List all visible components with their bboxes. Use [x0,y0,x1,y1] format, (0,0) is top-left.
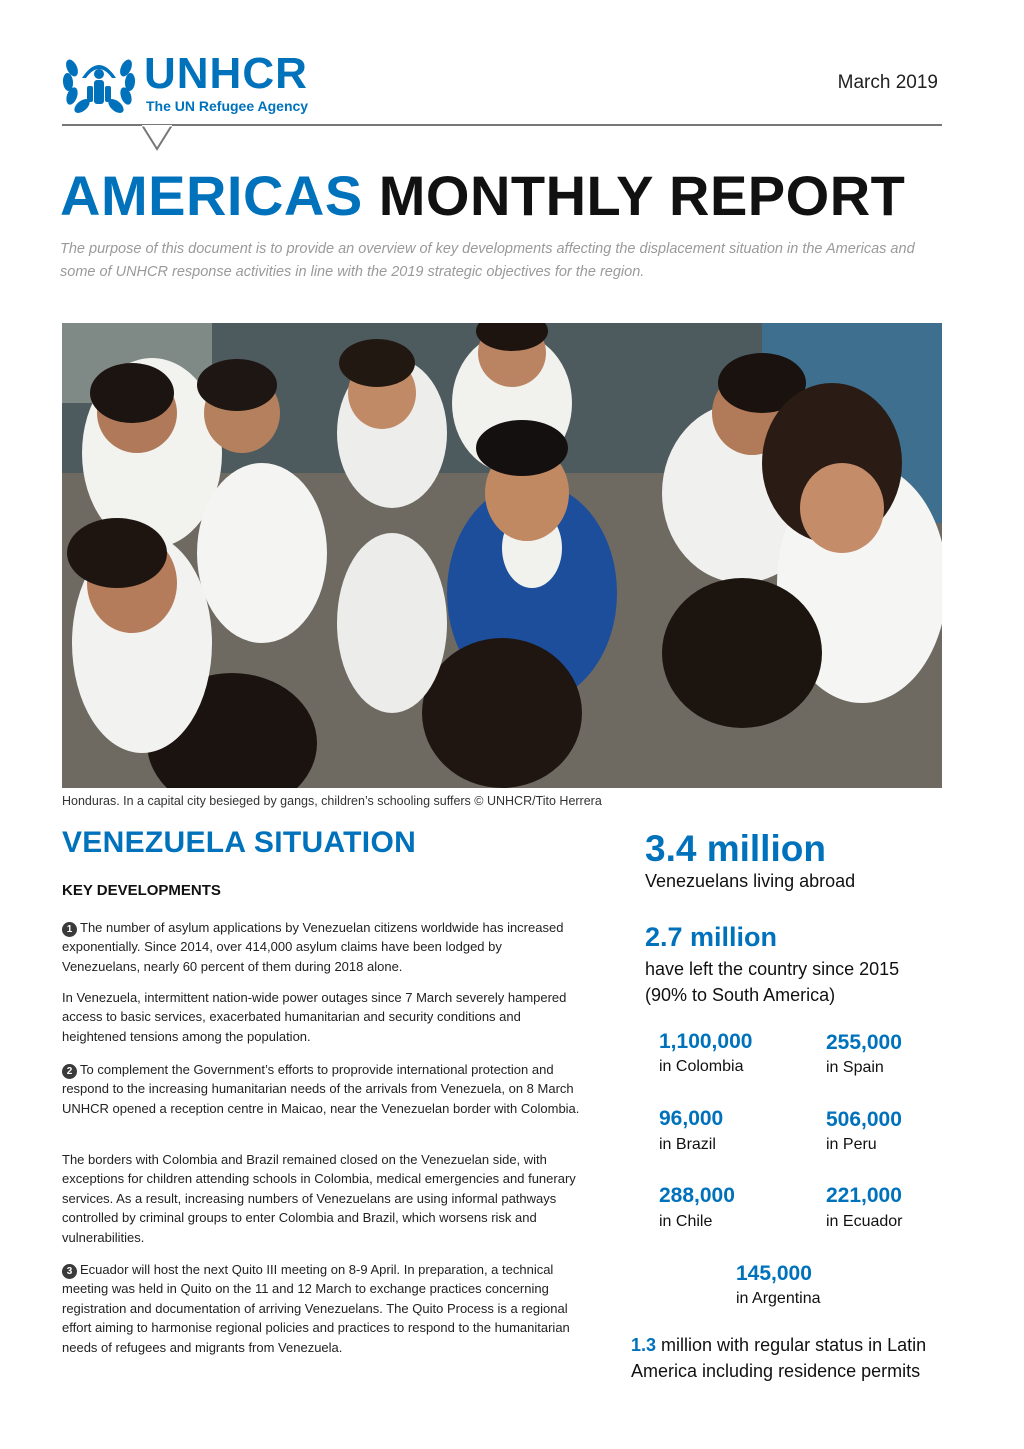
paragraph-5 [62,1260,582,1357]
country-name-peru: in Peru [826,1136,877,1153]
country-value-spain: 255,000 [826,1031,902,1054]
paragraph-text: In Venezuela, intermittent nation-wide power outages since 7 March severely hampered access to basic services, exacerbated humanitarian and security conditions and heightened tensions among the population. [62,990,567,1044]
country-value-ecuador: 221,000 [826,1184,902,1207]
report-date: March 2019 [837,72,938,93]
stat-abroad-label: Venezuelans living abroad [645,871,856,891]
regular-status-value: 1.3 [631,1335,657,1355]
paragraph-text: To complement the Government’s efforts to proprovide international protection and respond to the increasing humanitarian needs of the arrivals from Venezuela, on 8 March UNHCR opened a reception centre in Maicao, near the Venezuelan border with Colombia. [62,1062,580,1116]
regular-status-stat [631,1332,991,1384]
country-value-brazil: 96,000 [659,1107,724,1130]
classroom-photo-illustration [62,323,942,788]
country-name-spain: in Spain [826,1059,884,1076]
laurel-emblem-icon [60,48,138,116]
paragraph-2 [62,988,582,1046]
country-value-argentina: 145,000 [736,1262,812,1285]
report-title [60,164,905,228]
paragraph-1 [62,918,582,976]
country-name-argentina: in Argentina [736,1290,821,1307]
country-value-peru: 506,000 [826,1108,902,1131]
stat-left-label-line2: (90% to South America) [645,985,836,1005]
intro-text: The purpose of this document is to provide an overview of key developments affecting the displacement situation in the Americas and some of UNHCR response activities in line with the 2019 strategic objectives for the region. [60,241,915,280]
country-name-brazil: in Brazil [659,1136,716,1153]
country-name-chile: in Chile [659,1213,713,1230]
unhcr-logo [60,48,350,120]
section-subtitle: KEY DEVELOPMENTS [62,882,221,899]
title-region: AMERICAS [60,164,363,227]
logo-tagline: The UN Refugee Agency [146,98,309,114]
stat-left-value: 2.7 million [645,922,778,952]
header-divider [62,124,942,126]
photo-caption: Honduras. In a capital city besieged by gangs, children’s schooling suffers © UNHCR/Tito Herrera [62,794,602,808]
section-title: VENEZUELA SITUATION [62,826,417,859]
logo-wordmark: UNHCR [144,49,308,98]
country-value-colombia: 1,100,000 [659,1030,753,1053]
stat-left-label-line1: have left the country since 2015 [645,959,900,979]
regular-status-text: million with regular status in Latin America including residence permits [631,1335,927,1381]
country-name-colombia: in Colombia [659,1058,744,1075]
divider-notch-icon [142,125,172,151]
number-badge-icon: 2 [62,1064,77,1079]
paragraph-text: Ecuador will host the next Quito III meeting on 8-9 April. In preparation, a technical meeting was held in Quito on the 11 and 12 March to exchange practices concerning registration and documentation of arriving Venezuelans. The Quito Process is a regional effort aiming to harmonise regional policies and practices to respond to the humanitarian needs of refugees and migrants from Venezuela. [62,1262,570,1355]
number-badge-icon: 1 [62,922,77,937]
paragraph-4 [62,1150,582,1247]
country-value-chile: 288,000 [659,1184,735,1207]
number-badge-icon: 3 [62,1264,77,1279]
paragraph-3 [62,1060,582,1118]
paragraph-text: The borders with Colombia and Brazil remained closed on the Venezuelan side, with exceptions for children attending schools in Colombia, medical emergencies and funerary services. As a result, increasing numbers of Venezuelans are using informal pathways controlled by criminal groups to enter Colombia and Brazil, which worsens risk and vulnerabilities. [62,1152,576,1245]
cover-photo [62,323,942,788]
paragraph-text: The number of asylum applications by Venezuelan citizens worldwide has increased exponentially. Since 2014, over 414,000 asylum claims have been lodged by Venezuelans, nearly 60 percent of them during 2018 alone. [62,920,564,974]
country-name-ecuador: in Ecuador [826,1213,903,1230]
stat-abroad-value: 3.4 million [645,828,826,869]
stat-left-label [645,956,965,1008]
title-rest: MONTHLY REPORT [378,164,906,227]
